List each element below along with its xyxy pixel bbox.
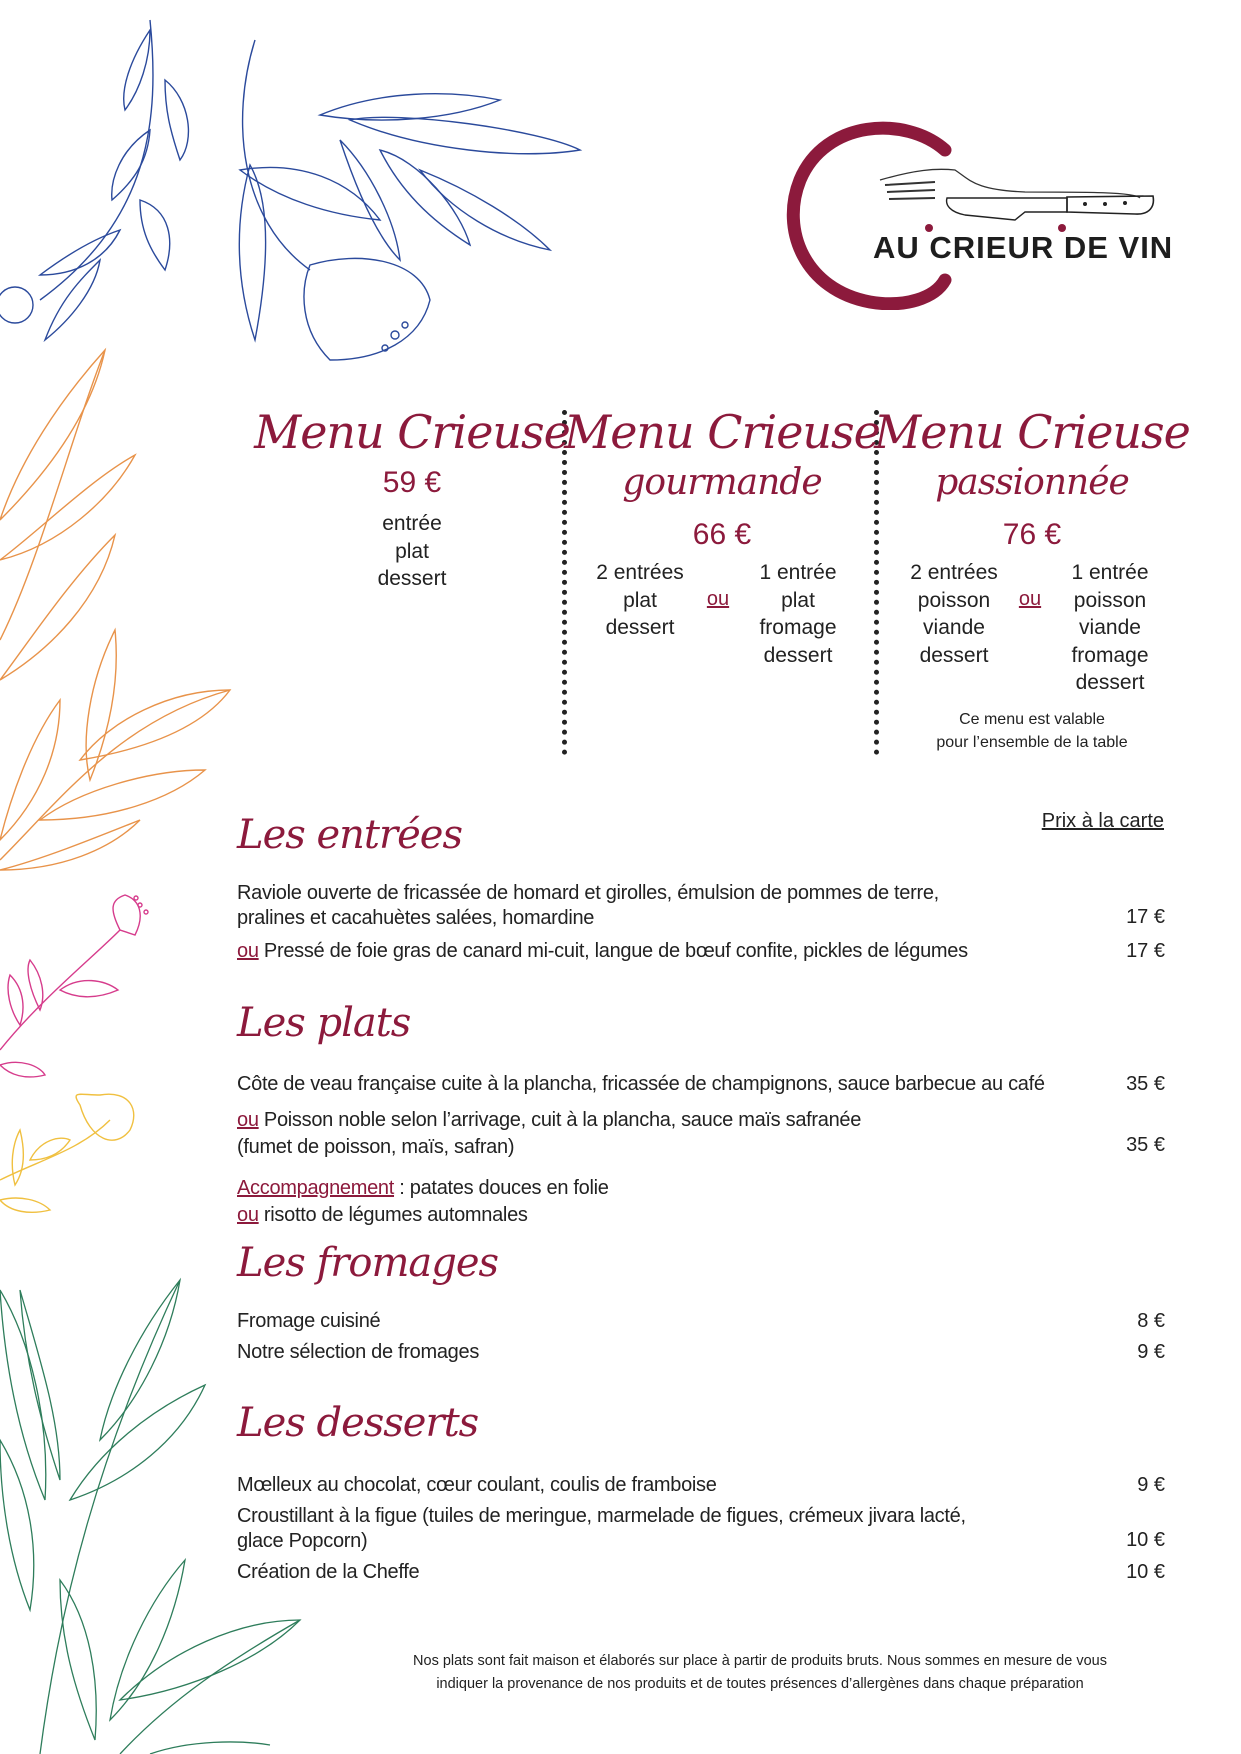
yellow-flower-icon bbox=[0, 1094, 134, 1212]
item-line: Poisson noble selon l’arrivage, cuit à la plancha, sauce maïs safranée bbox=[263, 1109, 862, 1131]
or-label: ou bbox=[1018, 588, 1042, 610]
item-line: Croustillant à la figue (tuiles de meringue, marmelade de figues, crémeux jivara lacté, bbox=[237, 1505, 966, 1527]
item-line: Raviole ouverte de fricassée de homard et girolles, émulsion de pommes de terre, bbox=[237, 882, 939, 904]
course: poisson bbox=[1073, 588, 1147, 612]
or-label: ou bbox=[237, 1204, 259, 1226]
course: 1 entrée bbox=[1071, 561, 1149, 584]
note-line: pour l’ensemble de la table bbox=[936, 734, 1128, 751]
footer-line: indiquer la provenance de nos produits et de toutes présences d’allergènes dans chaque préparation bbox=[436, 1676, 1084, 1692]
course: poisson bbox=[917, 588, 991, 612]
blue-leaves-icon bbox=[0, 20, 580, 360]
item-line: Pressé de foie gras de canard mi-cuit, langue de bœuf confite, pickles de légumes bbox=[263, 940, 968, 962]
item-price: 9 € bbox=[1137, 1341, 1165, 1363]
note-line: Ce menu est valable bbox=[959, 711, 1105, 728]
menu-item: Création de la Cheffe bbox=[237, 1561, 420, 1583]
course: dessert bbox=[377, 567, 447, 590]
item-line: Côte de veau française cuite à la plancha, fricassée de champignons, sauce barbecue au café bbox=[237, 1073, 1045, 1095]
menu-note bbox=[936, 708, 1127, 754]
item-price: 9 € bbox=[1137, 1474, 1165, 1496]
menu-subtitle: gourmande bbox=[622, 462, 822, 503]
option-b bbox=[1071, 559, 1148, 697]
accompaniment-alt: risotto de légumes automnales bbox=[263, 1204, 528, 1226]
restaurant-logo bbox=[785, 120, 1174, 310]
course: plat bbox=[395, 539, 429, 563]
course: 2 entrées bbox=[910, 561, 998, 584]
pink-flower-icon bbox=[0, 895, 148, 1077]
item-price: 10 € bbox=[1126, 1561, 1165, 1583]
course: dessert bbox=[1075, 671, 1145, 694]
course: plat bbox=[781, 588, 815, 612]
orange-leaves-icon bbox=[0, 350, 230, 870]
accompaniment-label: Accompagnement bbox=[237, 1177, 395, 1199]
menu-price: 59 € bbox=[382, 466, 442, 499]
or-label: ou bbox=[706, 588, 730, 610]
section-title-desserts: Les desserts bbox=[237, 1400, 479, 1446]
item-price: 10 € bbox=[1126, 1529, 1165, 1551]
accompaniment bbox=[237, 1175, 609, 1229]
course: entrée bbox=[382, 512, 442, 535]
item-price: 35 € bbox=[1126, 1073, 1165, 1095]
section-title-fromages: Les fromages bbox=[237, 1240, 499, 1286]
course: fromage bbox=[1071, 643, 1149, 667]
section-title-plats: Les plats bbox=[237, 1000, 411, 1046]
menu-item bbox=[237, 940, 968, 963]
option-b bbox=[759, 559, 836, 669]
item-line: (fumet de poisson, maïs, safran) bbox=[237, 1136, 515, 1158]
or-label: ou bbox=[237, 940, 259, 962]
carte-label: Prix à la carte bbox=[1041, 810, 1164, 832]
menu-item bbox=[237, 1504, 966, 1554]
course: fromage bbox=[759, 616, 837, 639]
course: dessert bbox=[763, 643, 833, 667]
menu-divider bbox=[562, 410, 567, 755]
menu-price: 66 € bbox=[692, 518, 752, 551]
menu-title: Menu Crieuse bbox=[874, 405, 1190, 459]
footer-line: Nos plats sont fait maison et élaborés sur place à partir de produits bruts. Nous sommes en mesure de vous bbox=[413, 1653, 1107, 1669]
or-label: ou bbox=[237, 1109, 259, 1131]
menu-courses bbox=[378, 510, 447, 593]
item-price: 8 € bbox=[1137, 1310, 1165, 1332]
menu-item bbox=[237, 1073, 1045, 1096]
fork-knife-icon bbox=[785, 120, 1165, 310]
course: viande bbox=[923, 616, 985, 639]
menu-title: Menu Crieuse bbox=[564, 405, 880, 459]
accompaniment-text: : patates douces en folie bbox=[394, 1177, 609, 1199]
menu-item bbox=[237, 1107, 861, 1161]
item-line: glace Popcorn) bbox=[237, 1530, 368, 1552]
item-price: 35 € bbox=[1126, 1134, 1165, 1156]
menu-title: Menu Crieuse bbox=[254, 405, 570, 459]
menu-item: Notre sélection de fromages bbox=[237, 1341, 480, 1363]
option-a bbox=[596, 559, 684, 642]
course: viande bbox=[1079, 616, 1141, 639]
section-title-entrees: Les entrées bbox=[237, 812, 462, 858]
course: dessert bbox=[605, 616, 675, 639]
course: 2 entrées bbox=[596, 561, 684, 584]
menu-price: 76 € bbox=[1002, 518, 1062, 551]
footer-note bbox=[413, 1650, 1107, 1696]
course: dessert bbox=[919, 643, 989, 667]
course: 1 entrée bbox=[759, 561, 837, 584]
item-price: 17 € bbox=[1126, 906, 1165, 928]
menu-subtitle: passionnée bbox=[935, 462, 1129, 503]
item-price: 17 € bbox=[1126, 940, 1165, 962]
menu-item: Mœlleux au chocolat, cœur coulant, coulis de framboise bbox=[237, 1474, 717, 1496]
menu-item bbox=[237, 881, 939, 931]
logo-text: AU CRIEUR DE VIN bbox=[873, 230, 1174, 265]
item-line: pralines et cacahuètes salées, homardine bbox=[237, 907, 595, 929]
menu-item: Fromage cuisiné bbox=[237, 1310, 381, 1332]
menu-divider bbox=[874, 410, 879, 755]
course: plat bbox=[623, 588, 657, 612]
option-a bbox=[910, 559, 998, 669]
